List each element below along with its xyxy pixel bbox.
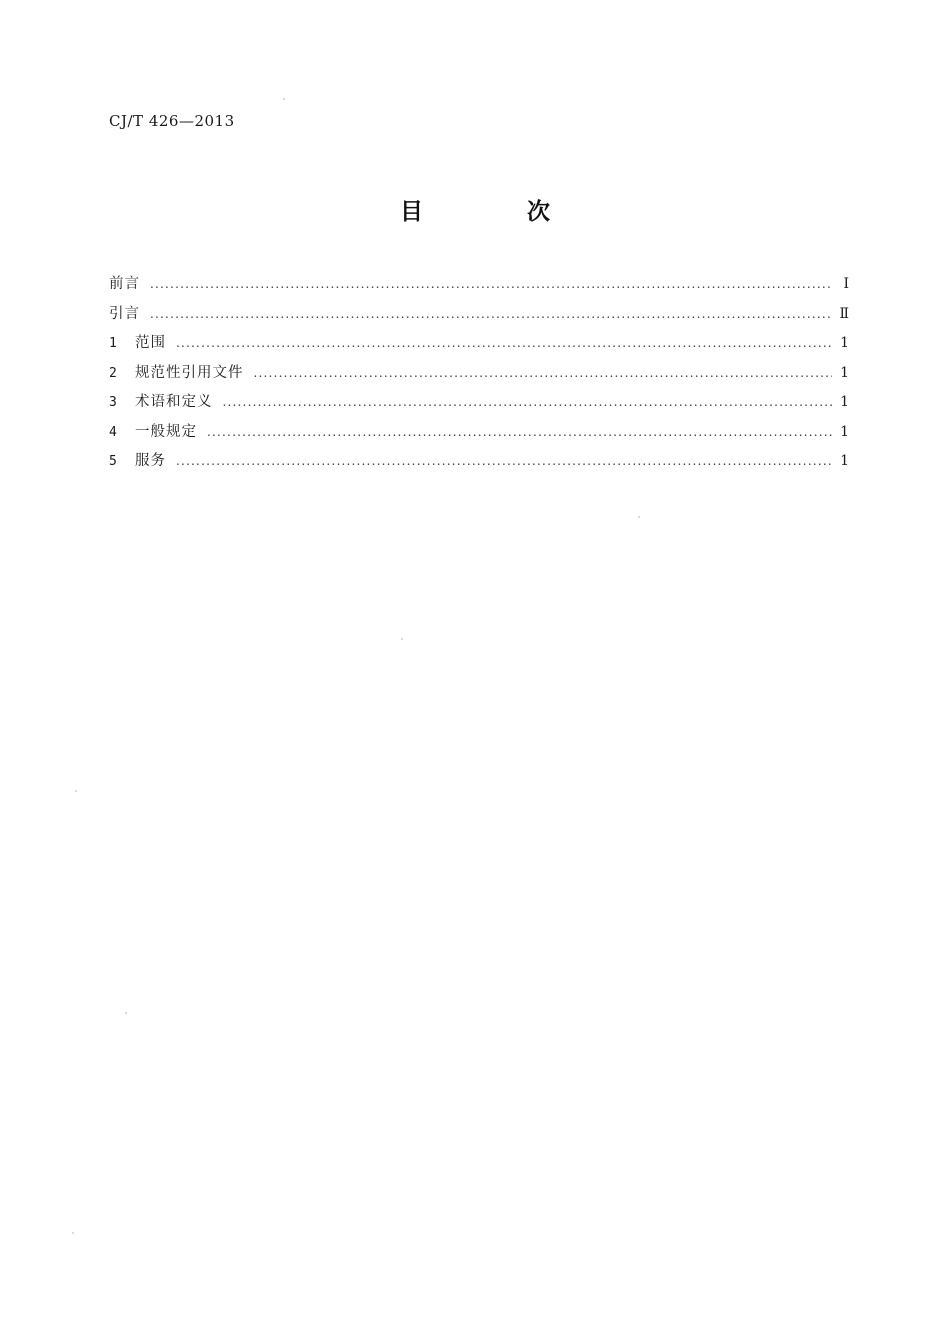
scan-speck: [125, 1012, 127, 1014]
toc-leader-dots: [150, 307, 831, 321]
toc-entry-label: 前言: [109, 276, 140, 292]
scan-speck: [401, 638, 403, 640]
scan-speck: [283, 98, 285, 100]
toc-entry-number: 4: [109, 424, 117, 440]
toc-leader-dots: [223, 395, 833, 409]
toc-leader-dots: [150, 277, 833, 291]
toc-entry-number: 2: [109, 365, 117, 381]
toc-entry-page: 1: [840, 364, 849, 381]
standard-code-header: CJ/T 426—2013: [109, 112, 235, 130]
toc-entry-scope[interactable]: [109, 331, 849, 361]
toc-entry-number: 3: [109, 395, 117, 410]
toc-entry-normative-references[interactable]: [109, 361, 849, 391]
toc-entry-label: 范围: [135, 335, 166, 351]
toc-entry-label: 引言: [109, 305, 140, 322]
toc-entry-label: 服务: [135, 453, 166, 469]
toc-entry-page: 1: [840, 423, 849, 440]
toc-entry-label: 一般规定: [135, 423, 197, 440]
toc-leader-dots: [176, 454, 832, 468]
scan-speck: [72, 1232, 74, 1234]
toc-leader-dots: [254, 366, 833, 380]
toc-entry-page: Ⅰ: [843, 276, 849, 292]
toc-entry-page: 1: [840, 335, 849, 351]
scan-speck: [75, 790, 77, 792]
toc-entry-introduction[interactable]: [109, 302, 849, 332]
toc-entry-general-provisions[interactable]: [109, 420, 849, 450]
toc-entry-terms-definitions[interactable]: [109, 390, 849, 420]
toc-title: 目 次: [399, 199, 598, 225]
toc-entry-label: 规范性引用文件: [135, 364, 244, 381]
toc-entry-page: Ⅱ: [839, 305, 849, 322]
scan-speck: [638, 516, 640, 518]
toc-entry-label: 术语和定义: [135, 394, 213, 410]
toc-entry-foreword[interactable]: [109, 272, 849, 302]
table-of-contents: [109, 272, 849, 479]
toc-leader-dots: [207, 425, 832, 439]
toc-entry-services[interactable]: [109, 449, 849, 479]
toc-entry-page: 1: [840, 453, 849, 469]
toc-entry-number: 1: [109, 336, 117, 351]
toc-leader-dots: [176, 336, 832, 350]
toc-entry-number: 5: [109, 454, 117, 469]
toc-entry-page: 1: [840, 394, 849, 410]
